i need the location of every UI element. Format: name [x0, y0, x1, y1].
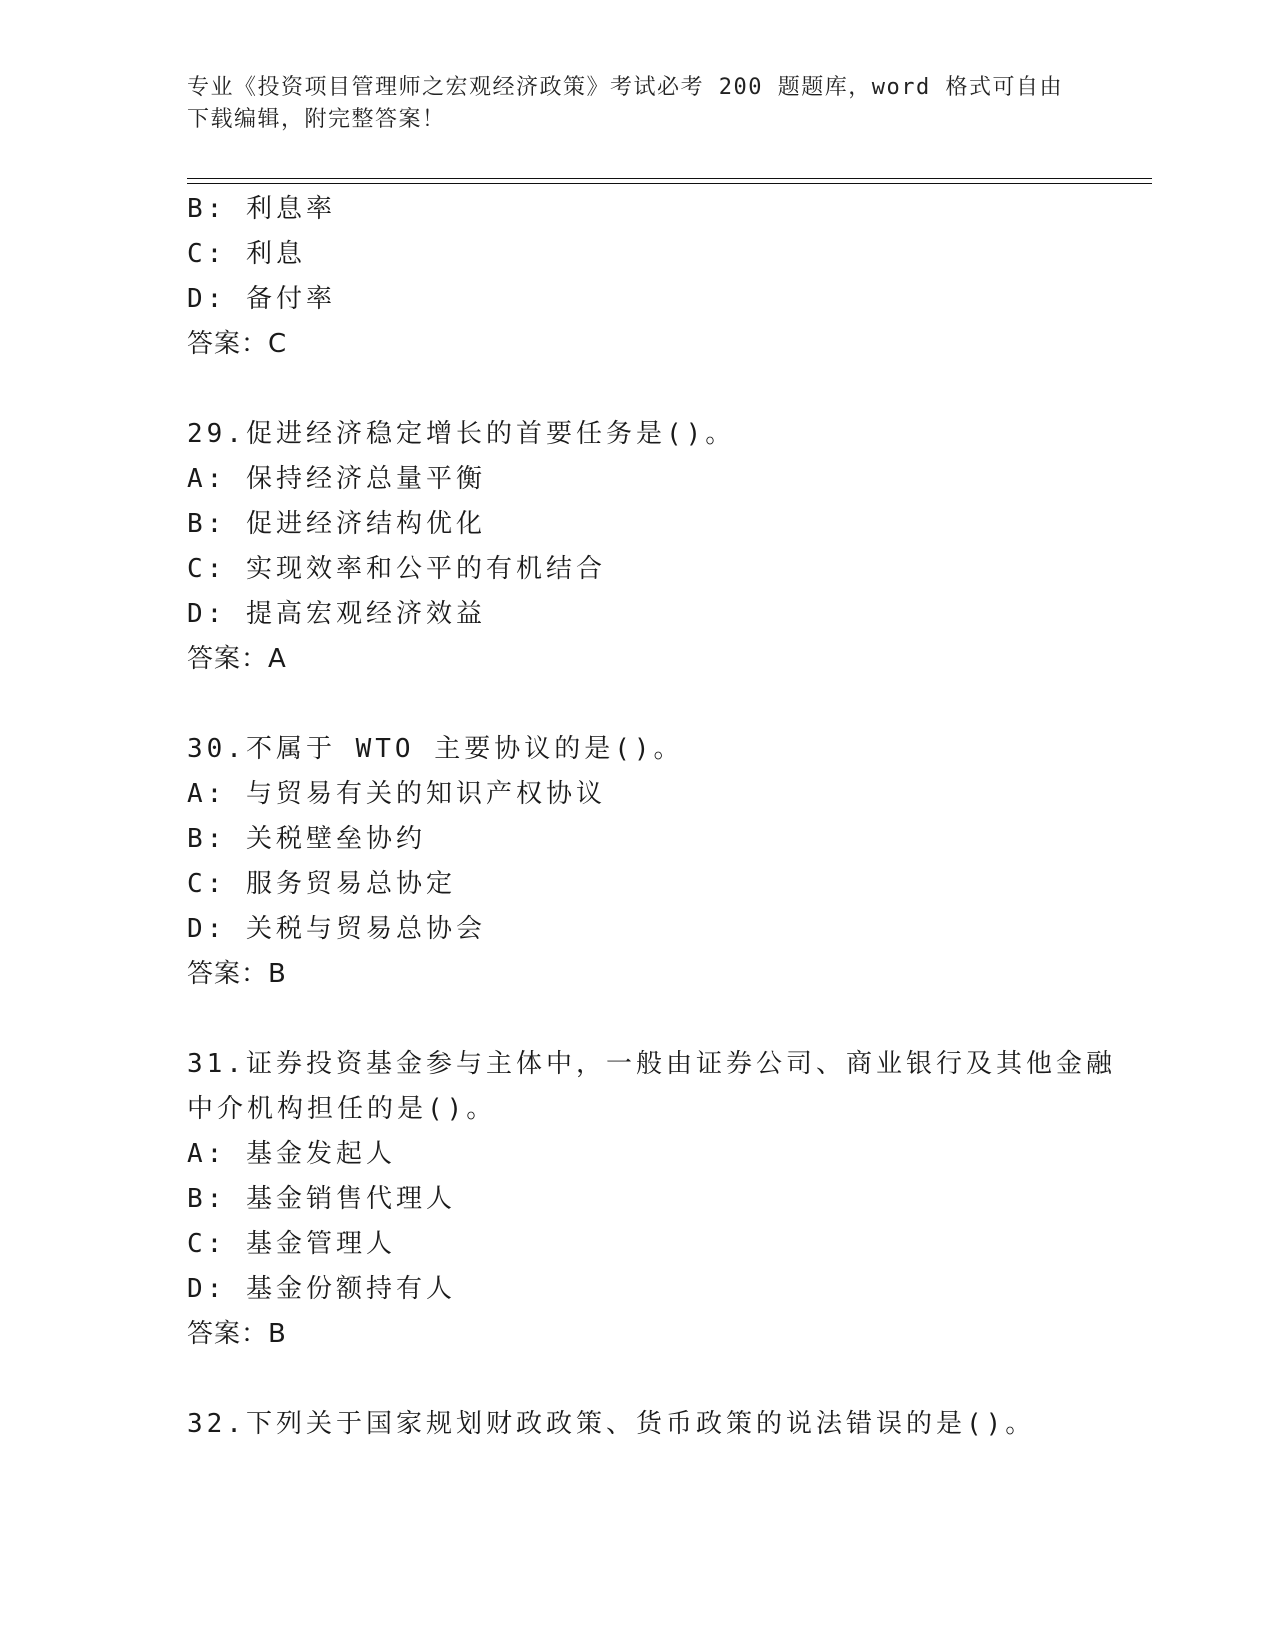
q31-option-c: C: 基金管理人: [187, 1229, 396, 1259]
q29-option-d: D: 提高宏观经济效益: [187, 599, 486, 629]
q28-answer: 答案：C: [187, 329, 288, 359]
header-divider-top: [187, 178, 1152, 179]
q31-question-line-2: 中介机构担任的是()。: [187, 1094, 497, 1124]
q30-option-a: A: 与贸易有关的知识产权协议: [187, 779, 606, 809]
q29-answer: 答案：A: [187, 644, 287, 674]
q30-answer: 答案：B: [187, 959, 287, 989]
header-divider-bottom: [187, 183, 1152, 184]
q30-option-d: D: 关税与贸易总协会: [187, 914, 486, 944]
q31-option-b: B: 基金销售代理人: [187, 1184, 456, 1214]
q29-question: 29.促进经济稳定增长的首要任务是()。: [187, 419, 736, 449]
q30-option-b: B: 关税壁垒协约: [187, 824, 426, 854]
q29-option-c: C: 实现效率和公平的有机结合: [187, 554, 606, 584]
header-line-1: 专业《投资项目管理师之宏观经济政策》考试必考 200 题题库，word 格式可自由: [187, 75, 1063, 100]
q30-question: 30.不属于 WTO 主要协议的是()。: [187, 734, 684, 764]
q28-option-b: B: 利息率: [187, 194, 336, 224]
q29-option-b: B: 促进经济结构优化: [187, 509, 486, 539]
q29-option-a: A: 保持经济总量平衡: [187, 464, 486, 494]
q31-option-a: A: 基金发起人: [187, 1139, 396, 1169]
document-header: [187, 72, 1067, 136]
q28-option-d: D: 备付率: [187, 284, 336, 314]
q31-answer: 答案：B: [187, 1319, 287, 1349]
q32-question: 32.下列关于国家规划财政政策、货币政策的说法错误的是()。: [187, 1409, 1036, 1439]
q28-option-c: C: 利息: [187, 239, 306, 269]
q31-option-d: D: 基金份额持有人: [187, 1274, 456, 1304]
q31-question-line-1: 31.证券投资基金参与主体中，一般由证券公司、商业银行及其他金融: [187, 1049, 1116, 1079]
q30-option-c: C: 服务贸易总协定: [187, 869, 456, 899]
header-line-2: 下载编辑，附完整答案！: [187, 107, 446, 132]
